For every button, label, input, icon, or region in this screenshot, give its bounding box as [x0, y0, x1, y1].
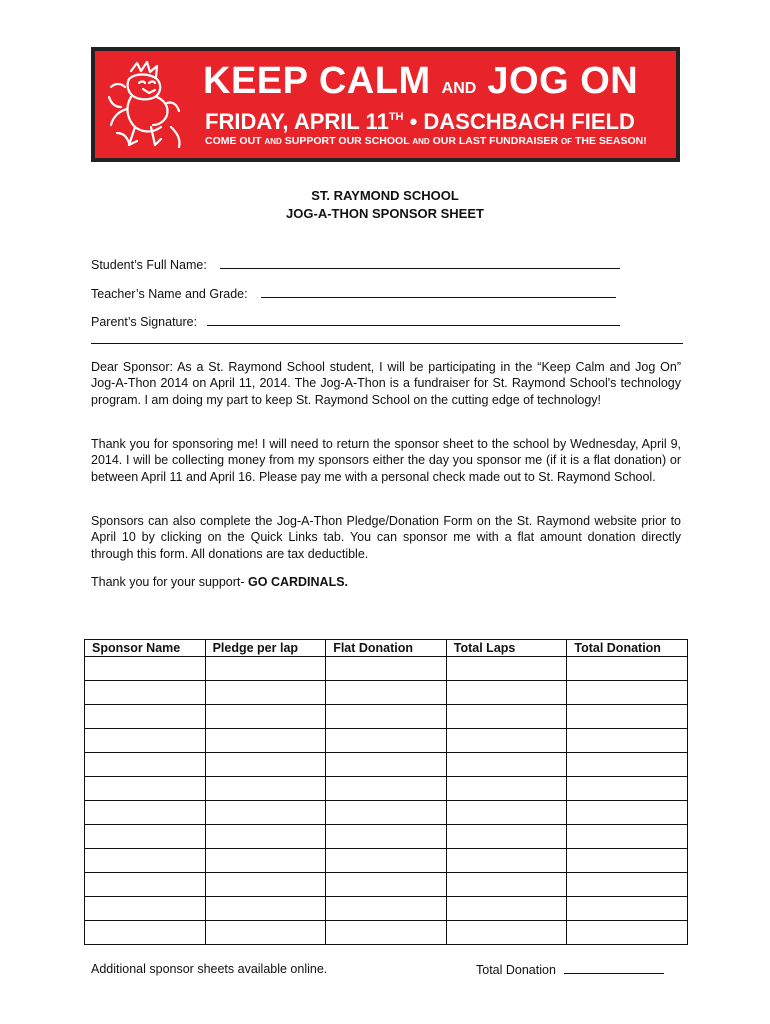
table-cell[interactable]: [205, 921, 326, 945]
header-banner: [91, 47, 680, 162]
table-cell[interactable]: [326, 921, 447, 945]
table-cell[interactable]: [446, 705, 567, 729]
banner-red-panel: [95, 51, 676, 158]
col-total-donation: Total Donation: [567, 640, 688, 657]
total-donation-field[interactable]: [476, 961, 664, 978]
table-cell[interactable]: [205, 681, 326, 705]
sheet-title: JOG-A-THON SPONSOR SHEET: [286, 206, 484, 221]
table-cell[interactable]: [567, 705, 688, 729]
table-cell[interactable]: [205, 849, 326, 873]
table-cell[interactable]: [567, 681, 688, 705]
table-cell[interactable]: [567, 825, 688, 849]
total-donation-line[interactable]: [564, 961, 664, 974]
table-row: [85, 921, 688, 945]
table-cell[interactable]: [567, 897, 688, 921]
table-cell[interactable]: [446, 777, 567, 801]
table-cell[interactable]: [567, 729, 688, 753]
closing-line: Thank you for your support- GO CARDINALS.: [91, 575, 349, 589]
table-cell[interactable]: [446, 681, 567, 705]
table-cell[interactable]: [205, 705, 326, 729]
table-row: [85, 705, 688, 729]
table-cell[interactable]: [326, 801, 447, 825]
table-cell[interactable]: [567, 753, 688, 777]
table-cell[interactable]: [326, 777, 447, 801]
table-cell[interactable]: [567, 849, 688, 873]
table-row: [85, 657, 688, 681]
table-cell[interactable]: [446, 729, 567, 753]
table-cell[interactable]: [205, 753, 326, 777]
banner-headline: KEEP CALM AND JOG ON: [203, 60, 639, 102]
table-cell[interactable]: [85, 705, 206, 729]
table-cell[interactable]: [205, 801, 326, 825]
table-row: [85, 849, 688, 873]
table-cell[interactable]: [85, 657, 206, 681]
table-cell[interactable]: [85, 873, 206, 897]
table-cell[interactable]: [85, 897, 206, 921]
student-name-label: Student’s Full Name:: [91, 258, 207, 272]
table-cell[interactable]: [326, 897, 447, 921]
table-cell[interactable]: [326, 657, 447, 681]
student-name-line[interactable]: [220, 256, 620, 269]
table-cell[interactable]: [567, 873, 688, 897]
table-cell[interactable]: [326, 705, 447, 729]
table-cell[interactable]: [446, 849, 567, 873]
table-cell[interactable]: [326, 849, 447, 873]
table-cell[interactable]: [446, 873, 567, 897]
table-cell[interactable]: [85, 921, 206, 945]
total-donation-label: Total Donation: [476, 963, 556, 977]
table-cell[interactable]: [326, 729, 447, 753]
table-cell[interactable]: [567, 801, 688, 825]
table-row: [85, 681, 688, 705]
school-title: ST. RAYMOND SCHOOL: [311, 188, 459, 203]
table-cell[interactable]: [205, 657, 326, 681]
table-cell[interactable]: [446, 657, 567, 681]
teacher-grade-line[interactable]: [261, 285, 616, 298]
teacher-grade-label: Teacher’s Name and Grade:: [91, 287, 248, 301]
table-cell[interactable]: [85, 825, 206, 849]
table-cell[interactable]: [326, 825, 447, 849]
col-flat-donation: Flat Donation: [326, 640, 447, 657]
sponsor-table: [84, 639, 688, 945]
cardinal-mascot-icon: [101, 57, 191, 153]
table-cell[interactable]: [446, 897, 567, 921]
table-cell[interactable]: [205, 825, 326, 849]
col-total-laps: Total Laps: [446, 640, 567, 657]
table-row: [85, 873, 688, 897]
parent-signature-label: Parent’s Signature:: [91, 315, 198, 329]
table-cell[interactable]: [567, 777, 688, 801]
table-cell[interactable]: [85, 729, 206, 753]
table-cell[interactable]: [85, 753, 206, 777]
table-row: [85, 825, 688, 849]
table-cell[interactable]: [85, 681, 206, 705]
teacher-grade-field[interactable]: [91, 285, 616, 302]
table-row: [85, 897, 688, 921]
table-row: [85, 777, 688, 801]
table-cell[interactable]: [446, 753, 567, 777]
letter-paragraph-1: Dear Sponsor: As a St. Raymond School student, I will be participating in the “Keep Calm and Jog On” Jog-A-Thon 2014 on April 11, 2014. The Jog-A-Thon is a fundraiser for St. Raymond School's technology program. I am doing my part to keep St. Raymond School on the cutting edge of technology!: [91, 360, 681, 407]
table-row: [85, 729, 688, 753]
table-cell[interactable]: [446, 801, 567, 825]
col-pledge-per-lap: Pledge per lap: [205, 640, 326, 657]
letter-paragraph-3: Sponsors can also complete the Jog-A-Thon Pledge/Donation Form on the St. Raymond website prior to April 10 by clicking on the Quick Links tab. You can sponsor me with a flat amount donation directly through this form. All donations are tax deductible.: [91, 514, 681, 561]
table-cell[interactable]: [326, 873, 447, 897]
additional-sheets-note: Additional sponsor sheets available online.: [91, 962, 328, 976]
table-cell[interactable]: [567, 921, 688, 945]
table-cell[interactable]: [205, 873, 326, 897]
table-cell[interactable]: [85, 801, 206, 825]
table-cell[interactable]: [205, 777, 326, 801]
table-cell[interactable]: [85, 777, 206, 801]
parent-signature-line[interactable]: [207, 313, 620, 326]
table-cell[interactable]: [446, 921, 567, 945]
table-cell[interactable]: [567, 657, 688, 681]
table-cell[interactable]: [326, 681, 447, 705]
student-name-field[interactable]: [91, 256, 620, 273]
col-sponsor-name: Sponsor Name: [85, 640, 206, 657]
table-cell[interactable]: [205, 897, 326, 921]
table-header-row: [85, 640, 688, 657]
table-cell[interactable]: [205, 729, 326, 753]
parent-signature-field[interactable]: [91, 313, 620, 330]
table-cell[interactable]: [85, 849, 206, 873]
table-row: [85, 801, 688, 825]
table-row: [85, 753, 688, 777]
banner-tagline: COME OUT AND SUPPORT OUR SCHOOL AND OUR LAST FUNDRAISER OF THE SEASON!: [205, 135, 647, 147]
table-cell[interactable]: [326, 753, 447, 777]
go-cardinals-text: GO CARDINALS.: [248, 575, 349, 589]
banner-date-location: FRIDAY, APRIL 11TH • DASCHBACH FIELD: [205, 109, 635, 134]
letter-paragraph-2: Thank you for sponsoring me! I will need to return the sponsor sheet to the school by Wednesday, April 9, 2014. I will be collecting money from my sponsors either the day you sponsor me (if it is a flat donation) or between April 11 and April 16. Please pay me with a personal check made out to St. Raymond School.: [91, 437, 681, 484]
table-cell[interactable]: [446, 825, 567, 849]
section-divider: [91, 343, 683, 344]
